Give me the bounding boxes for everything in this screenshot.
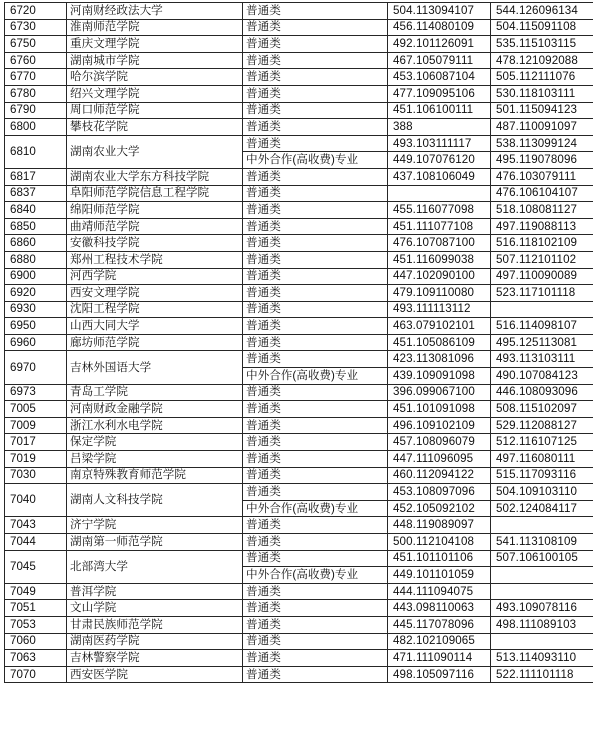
- table-row: [5, 534, 594, 551]
- min-score-cell: 455.116077098: [388, 202, 491, 219]
- category-cell: 普通类: [243, 218, 388, 235]
- school-code-cell: 6970: [5, 351, 67, 384]
- table-row: [5, 102, 594, 119]
- table-row: [5, 434, 594, 451]
- school-name-cell: 吉林警察学院: [67, 650, 243, 667]
- category-cell: 普通类: [243, 69, 388, 86]
- school-code-cell: 6800: [5, 119, 67, 136]
- category-cell: 普通类: [243, 119, 388, 136]
- max-score-cell: 487.110091097: [491, 119, 594, 136]
- max-score-cell: 512.116107125: [491, 434, 594, 451]
- table-row: [5, 384, 594, 401]
- category-cell: 中外合作(高收费)专业: [243, 152, 388, 169]
- max-score-cell: [491, 517, 594, 534]
- category-cell: 普通类: [243, 434, 388, 451]
- category-cell: 普通类: [243, 235, 388, 252]
- min-score-cell: 471.111090114: [388, 650, 491, 667]
- table-row: [5, 550, 594, 567]
- max-score-cell: 490.107084123: [491, 368, 594, 385]
- table-row: [5, 185, 594, 202]
- max-score-cell: 515.117093116: [491, 467, 594, 484]
- min-score-cell: 452.105092102: [388, 500, 491, 517]
- max-score-cell: 508.115102097: [491, 401, 594, 418]
- min-score-cell: 456.114080109: [388, 19, 491, 36]
- school-name-cell: 西安医学院: [67, 666, 243, 683]
- school-code-cell: 6817: [5, 168, 67, 185]
- school-name-cell: 绍兴文理学院: [67, 85, 243, 102]
- category-cell: 普通类: [243, 534, 388, 551]
- school-code-cell: 6780: [5, 85, 67, 102]
- max-score-cell: 529.112088127: [491, 417, 594, 434]
- school-code-cell: 7030: [5, 467, 67, 484]
- min-score-cell: 493.111113112: [388, 301, 491, 318]
- category-cell: 普通类: [243, 401, 388, 418]
- table-row: [5, 666, 594, 683]
- school-name-cell: 湖南第一师范学院: [67, 534, 243, 551]
- school-code-cell: 6900: [5, 268, 67, 285]
- min-score-cell: 448.119089097: [388, 517, 491, 534]
- table-row: [5, 52, 594, 69]
- min-score-cell: 496.109102109: [388, 417, 491, 434]
- max-score-cell: 513.114093110: [491, 650, 594, 667]
- table-row: [5, 36, 594, 53]
- max-score-cell: [491, 567, 594, 584]
- school-code-cell: 6760: [5, 52, 67, 69]
- max-score-cell: 476.103079111: [491, 168, 594, 185]
- min-score-cell: 451.111077108: [388, 218, 491, 235]
- max-score-cell: 507.112101102: [491, 251, 594, 268]
- min-score-cell: 388: [388, 119, 491, 136]
- category-cell: 中外合作(高收费)专业: [243, 368, 388, 385]
- table-row: [5, 202, 594, 219]
- max-score-cell: 516.114098107: [491, 318, 594, 335]
- min-score-cell: 451.101101106: [388, 550, 491, 567]
- table-row: [5, 600, 594, 617]
- school-name-cell: 绵阳师范学院: [67, 202, 243, 219]
- school-code-cell: 7060: [5, 633, 67, 650]
- max-score-cell: 478.121092088: [491, 52, 594, 69]
- category-cell: 普通类: [243, 616, 388, 633]
- table-row: [5, 633, 594, 650]
- table-row: [5, 235, 594, 252]
- table-row: [5, 616, 594, 633]
- school-code-cell: 7019: [5, 451, 67, 468]
- min-score-cell: 451.116099038: [388, 251, 491, 268]
- category-cell: 普通类: [243, 633, 388, 650]
- score-table: [4, 2, 593, 683]
- school-code-cell: 6850: [5, 218, 67, 235]
- school-name-cell: 甘肃民族师范学院: [67, 616, 243, 633]
- school-name-cell: 河西学院: [67, 268, 243, 285]
- min-score-cell: 504.113094107: [388, 3, 491, 20]
- school-name-cell: 周口师范学院: [67, 102, 243, 119]
- school-code-cell: 6960: [5, 334, 67, 351]
- table-row: [5, 484, 594, 501]
- max-score-cell: 507.106100105: [491, 550, 594, 567]
- school-name-cell: 曲靖师范学院: [67, 218, 243, 235]
- max-score-cell: 497.116080111: [491, 451, 594, 468]
- category-cell: 普通类: [243, 318, 388, 335]
- school-name-cell: 湖南城市学院: [67, 52, 243, 69]
- category-cell: 普通类: [243, 451, 388, 468]
- category-cell: 中外合作(高收费)专业: [243, 500, 388, 517]
- max-score-cell: 476.106104107: [491, 185, 594, 202]
- school-name-cell: 哈尔滨学院: [67, 69, 243, 86]
- school-name-cell: 郑州工程技术学院: [67, 251, 243, 268]
- category-cell: 普通类: [243, 19, 388, 36]
- school-name-cell: 河南财经政法大学: [67, 3, 243, 20]
- school-code-cell: 7063: [5, 650, 67, 667]
- table-row: [5, 517, 594, 534]
- table-row: [5, 119, 594, 136]
- category-cell: 普通类: [243, 285, 388, 302]
- max-score-cell: 522.111101118: [491, 666, 594, 683]
- school-code-cell: 7051: [5, 600, 67, 617]
- school-code-cell: 7053: [5, 616, 67, 633]
- school-name-cell: 山西大同大学: [67, 318, 243, 335]
- category-cell: 普通类: [243, 351, 388, 368]
- category-cell: 普通类: [243, 85, 388, 102]
- min-score-cell: 500.112104108: [388, 534, 491, 551]
- category-cell: 普通类: [243, 517, 388, 534]
- category-cell: 普通类: [243, 3, 388, 20]
- category-cell: 普通类: [243, 600, 388, 617]
- school-code-cell: 7040: [5, 484, 67, 517]
- min-score-cell: 396.099067100: [388, 384, 491, 401]
- table-row: [5, 135, 594, 152]
- min-score-cell: 447.111096095: [388, 451, 491, 468]
- score-table-body: [5, 3, 594, 683]
- category-cell: 普通类: [243, 36, 388, 53]
- min-score-cell: 460.112094122: [388, 467, 491, 484]
- max-score-cell: [491, 301, 594, 318]
- min-score-cell: 445.117078096: [388, 616, 491, 633]
- school-code-cell: 6810: [5, 135, 67, 168]
- school-name-cell: 湖南医药学院: [67, 633, 243, 650]
- school-name-cell: 安徽科技学院: [67, 235, 243, 252]
- max-score-cell: 502.124084117: [491, 500, 594, 517]
- max-score-cell: 541.113108109: [491, 534, 594, 551]
- school-name-cell: 普洱学院: [67, 583, 243, 600]
- category-cell: 普通类: [243, 168, 388, 185]
- category-cell: 普通类: [243, 185, 388, 202]
- min-score-cell: 493.103111117: [388, 135, 491, 152]
- table-row: [5, 218, 594, 235]
- school-code-cell: 7044: [5, 534, 67, 551]
- school-code-cell: 7017: [5, 434, 67, 451]
- school-code-cell: 6930: [5, 301, 67, 318]
- max-score-cell: 535.115103115: [491, 36, 594, 53]
- school-name-cell: 西安文理学院: [67, 285, 243, 302]
- school-name-cell: 沈阳工程学院: [67, 301, 243, 318]
- max-score-cell: 516.118102109: [491, 235, 594, 252]
- school-code-cell: 7009: [5, 417, 67, 434]
- school-name-cell: 吕梁学院: [67, 451, 243, 468]
- admission-score-sheet: [4, 2, 593, 743]
- category-cell: 普通类: [243, 202, 388, 219]
- table-row: [5, 301, 594, 318]
- school-code-cell: 7005: [5, 401, 67, 418]
- category-cell: 普通类: [243, 550, 388, 567]
- max-score-cell: 495.125113081: [491, 334, 594, 351]
- school-name-cell: 北部湾大学: [67, 550, 243, 583]
- min-score-cell: 453.108097096: [388, 484, 491, 501]
- max-score-cell: 530.118103111: [491, 85, 594, 102]
- max-score-cell: 505.112111076: [491, 69, 594, 86]
- school-code-cell: 7045: [5, 550, 67, 583]
- table-row: [5, 69, 594, 86]
- school-code-cell: 7043: [5, 517, 67, 534]
- school-code-cell: 6837: [5, 185, 67, 202]
- school-name-cell: 保定学院: [67, 434, 243, 451]
- max-score-cell: 497.110090089: [491, 268, 594, 285]
- table-row: [5, 334, 594, 351]
- school-name-cell: 湖南农业大学东方科技学院: [67, 168, 243, 185]
- table-row: [5, 318, 594, 335]
- max-score-cell: 501.115094123: [491, 102, 594, 119]
- school-name-cell: 湖南农业大学: [67, 135, 243, 168]
- table-row: [5, 583, 594, 600]
- category-cell: 普通类: [243, 251, 388, 268]
- table-row: [5, 285, 594, 302]
- school-code-cell: 7070: [5, 666, 67, 683]
- school-code-cell: 6720: [5, 3, 67, 20]
- school-code-cell: 6920: [5, 285, 67, 302]
- table-row: [5, 85, 594, 102]
- school-code-cell: 6840: [5, 202, 67, 219]
- school-name-cell: 湖南人文科技学院: [67, 484, 243, 517]
- min-score-cell: 443.098110063: [388, 600, 491, 617]
- school-name-cell: 济宁学院: [67, 517, 243, 534]
- school-code-cell: 6770: [5, 69, 67, 86]
- school-name-cell: 河南财政金融学院: [67, 401, 243, 418]
- school-code-cell: 6750: [5, 36, 67, 53]
- school-code-cell: 6973: [5, 384, 67, 401]
- category-cell: 普通类: [243, 135, 388, 152]
- max-score-cell: 538.113099124: [491, 135, 594, 152]
- school-code-cell: 6790: [5, 102, 67, 119]
- min-score-cell: 492.101126091: [388, 36, 491, 53]
- min-score-cell: 498.105097116: [388, 666, 491, 683]
- school-name-cell: 青岛工学院: [67, 384, 243, 401]
- min-score-cell: 482.102109065: [388, 633, 491, 650]
- school-code-cell: 6860: [5, 235, 67, 252]
- category-cell: 普通类: [243, 484, 388, 501]
- min-score-cell: [388, 185, 491, 202]
- max-score-cell: 504.115091108: [491, 19, 594, 36]
- min-score-cell: 447.102090100: [388, 268, 491, 285]
- school-name-cell: 淮南师范学院: [67, 19, 243, 36]
- min-score-cell: 449.107076120: [388, 152, 491, 169]
- table-row: [5, 3, 594, 20]
- category-cell: 中外合作(高收费)专业: [243, 567, 388, 584]
- category-cell: 普通类: [243, 102, 388, 119]
- max-score-cell: 544.126096134: [491, 3, 594, 20]
- school-code-cell: 6950: [5, 318, 67, 335]
- min-score-cell: 439.109091098: [388, 368, 491, 385]
- school-name-cell: 廊坊师范学院: [67, 334, 243, 351]
- category-cell: 普通类: [243, 334, 388, 351]
- min-score-cell: 476.107087100: [388, 235, 491, 252]
- school-name-cell: 阜阳师范学院信息工程学院: [67, 185, 243, 202]
- school-code-cell: 6730: [5, 19, 67, 36]
- category-cell: 普通类: [243, 417, 388, 434]
- max-score-cell: 523.117101118: [491, 285, 594, 302]
- table-row: [5, 351, 594, 368]
- min-score-cell: 423.113081096: [388, 351, 491, 368]
- max-score-cell: [491, 633, 594, 650]
- table-row: [5, 417, 594, 434]
- school-code-cell: 7049: [5, 583, 67, 600]
- min-score-cell: 451.105086109: [388, 334, 491, 351]
- table-row: [5, 650, 594, 667]
- min-score-cell: 451.106100111: [388, 102, 491, 119]
- table-row: [5, 168, 594, 185]
- min-score-cell: 457.108096079: [388, 434, 491, 451]
- category-cell: 普通类: [243, 268, 388, 285]
- max-score-cell: 446.108093096: [491, 384, 594, 401]
- table-row: [5, 401, 594, 418]
- school-name-cell: 重庆文理学院: [67, 36, 243, 53]
- max-score-cell: 493.109078116: [491, 600, 594, 617]
- min-score-cell: 449.101101059: [388, 567, 491, 584]
- min-score-cell: 477.109095106: [388, 85, 491, 102]
- table-row: [5, 467, 594, 484]
- min-score-cell: 479.109110080: [388, 285, 491, 302]
- max-score-cell: 504.109103110: [491, 484, 594, 501]
- category-cell: 普通类: [243, 301, 388, 318]
- max-score-cell: 518.108081127: [491, 202, 594, 219]
- min-score-cell: 453.106087104: [388, 69, 491, 86]
- max-score-cell: 497.119088113: [491, 218, 594, 235]
- school-name-cell: 攀枝花学院: [67, 119, 243, 136]
- category-cell: 普通类: [243, 52, 388, 69]
- school-name-cell: 吉林外国语大学: [67, 351, 243, 384]
- min-score-cell: 467.105079111: [388, 52, 491, 69]
- category-cell: 普通类: [243, 583, 388, 600]
- category-cell: 普通类: [243, 650, 388, 667]
- min-score-cell: 451.101091098: [388, 401, 491, 418]
- table-row: [5, 451, 594, 468]
- table-row: [5, 251, 594, 268]
- table-row: [5, 268, 594, 285]
- min-score-cell: 444.111094075: [388, 583, 491, 600]
- school-name-cell: 浙江水利水电学院: [67, 417, 243, 434]
- school-name-cell: 文山学院: [67, 600, 243, 617]
- min-score-cell: 463.079102101: [388, 318, 491, 335]
- category-cell: 普通类: [243, 467, 388, 484]
- max-score-cell: [491, 583, 594, 600]
- category-cell: 普通类: [243, 666, 388, 683]
- school-name-cell: 南京特殊教育师范学院: [67, 467, 243, 484]
- min-score-cell: 437.108106049: [388, 168, 491, 185]
- max-score-cell: 493.113103111: [491, 351, 594, 368]
- category-cell: 普通类: [243, 384, 388, 401]
- max-score-cell: 495.119078096: [491, 152, 594, 169]
- school-code-cell: 6880: [5, 251, 67, 268]
- max-score-cell: 498.111089103: [491, 616, 594, 633]
- table-row: [5, 19, 594, 36]
